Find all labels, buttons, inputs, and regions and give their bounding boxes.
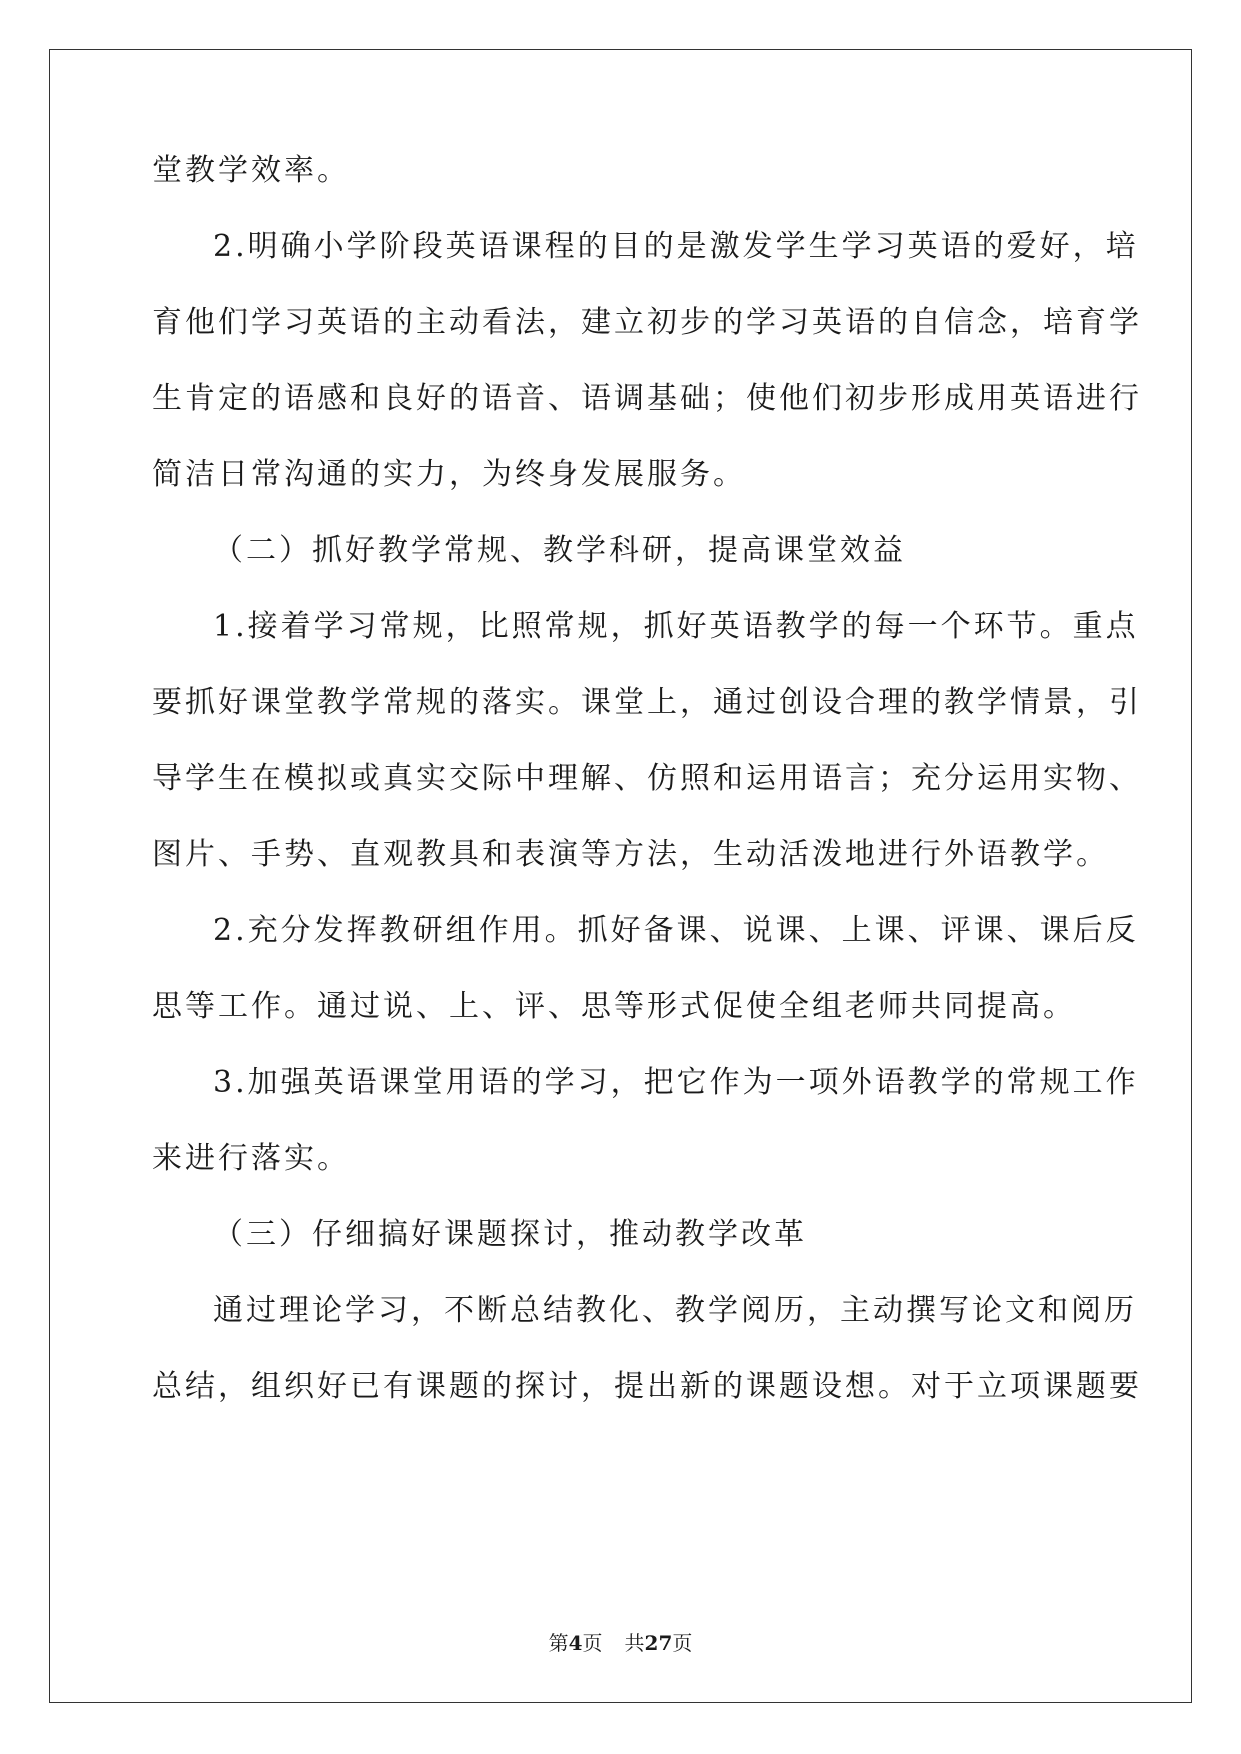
page-border — [49, 49, 1192, 1703]
body-line-9: 导学生在模拟或真实交际中理解、仿照和运用语言；充分运用实物、 — [152, 761, 1142, 796]
body-line-17: 总结，组织好已有课题的探讨，提出新的课题设想。对于立项课题要 — [152, 1369, 1142, 1404]
body-line-8: 要抓好课堂教学常规的落实。课堂上，通过创设合理的教学情景，引 — [152, 685, 1142, 720]
section-heading-3: （三）仔细搞好课题探讨，推动教学改革 — [213, 1217, 807, 1252]
body-line-14: 来进行落实。 — [152, 1141, 350, 1176]
body-line-7: 1.接着学习常规，比照常规，抓好英语教学的每一个环节。重点 — [213, 609, 1139, 644]
page-footer — [0, 1627, 1241, 1656]
body-line-10: 图片、手势、直观教具和表演等方法，生动活泼地进行外语教学。 — [152, 837, 1109, 872]
body-line-4: 生肯定的语感和良好的语音、语调基础；使他们初步形成用英语进行 — [152, 381, 1142, 416]
footer-page-number: 4 — [568, 1631, 583, 1655]
footer-total-prefix: 共 — [624, 1631, 645, 1655]
body-line-13: 3.加强英语课堂用语的学习，把它作为一项外语教学的常规工作 — [213, 1065, 1139, 1100]
footer-page-suffix: 页 — [582, 1631, 603, 1655]
footer-page-prefix: 第 — [548, 1631, 569, 1655]
body-line-12: 思等工作。通过说、上、评、思等形式促使全组老师共同提高。 — [152, 989, 1076, 1024]
body-line-2: 2.明确小学阶段英语课程的目的是激发学生学习英语的爱好，培 — [213, 229, 1139, 264]
body-line-16: 通过理论学习，不断总结教化、教学阅历，主动撰写论文和阅历 — [213, 1293, 1137, 1328]
section-heading-2: （二）抓好教学常规、教学科研，提高课堂效益 — [213, 533, 906, 568]
body-line-11: 2.充分发挥教研组作用。抓好备课、说课、上课、评课、课后反 — [213, 913, 1139, 948]
footer-total-suffix: 页 — [672, 1631, 693, 1655]
body-line-5: 简洁日常沟通的实力，为终身发展服务。 — [152, 457, 746, 492]
footer-total-pages: 27 — [644, 1631, 673, 1655]
body-line-1: 堂教学效率。 — [152, 153, 350, 188]
body-line-3: 育他们学习英语的主动看法，建立初步的学习英语的自信念，培育学 — [152, 305, 1142, 340]
